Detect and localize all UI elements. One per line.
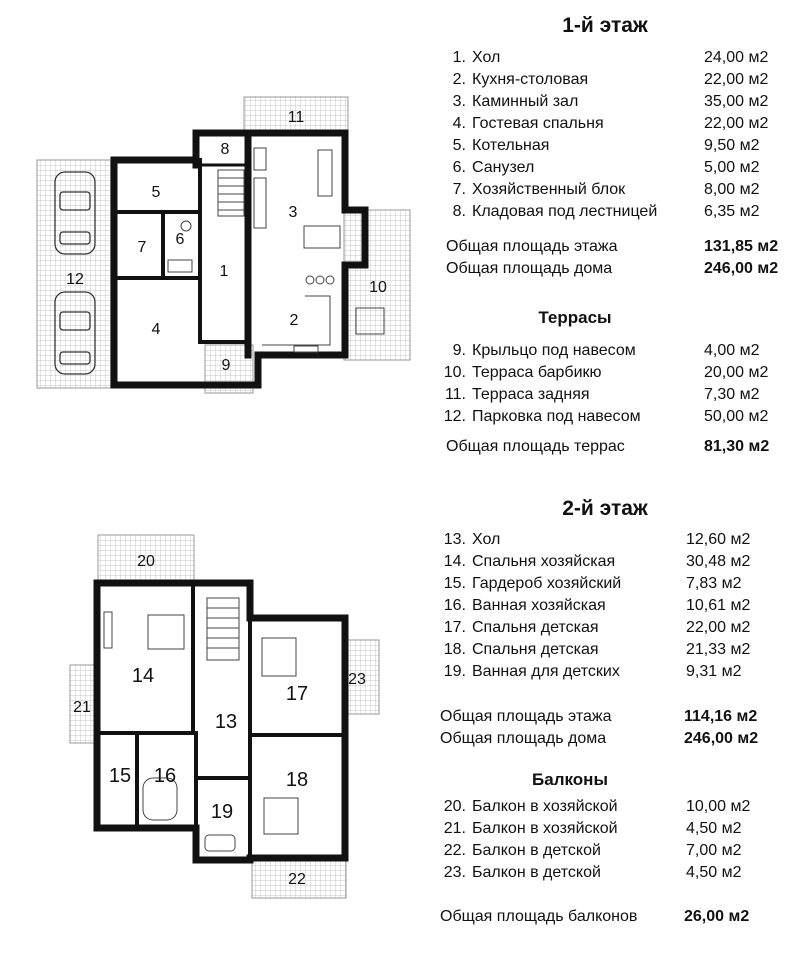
room-number: 19.: [443, 663, 466, 680]
plan-label-15: 15: [108, 765, 132, 787]
room-number: 14.: [443, 553, 466, 570]
room-name: Спальня детская: [472, 641, 599, 658]
room-area: 7,00 м2: [686, 842, 742, 859]
room-name: Ванная хозяйская: [472, 597, 606, 614]
floor2-total-row: [440, 706, 758, 728]
room-row: [0, 406, 806, 428]
plan-label-4: 4: [151, 321, 161, 338]
room-area: 4,50 м2: [686, 864, 742, 881]
plan-label-23: 23: [348, 671, 366, 688]
plan-label-21: 21: [73, 699, 91, 716]
terraces-title: Террасы: [538, 308, 612, 327]
room-number: 21.: [443, 820, 466, 837]
floor2-title: 2-й этаж: [562, 497, 648, 520]
room-name: Гостевая спальня: [472, 115, 604, 132]
floor1-house-value: 246,00 м2: [704, 260, 779, 277]
room-number: 9.: [452, 342, 466, 359]
balconies-total-label: Общая площадь балконов: [440, 908, 638, 925]
room-number: 20.: [443, 798, 466, 815]
room-name: Спальня детская: [472, 619, 599, 636]
room-row: [0, 340, 806, 362]
room-number: 23.: [443, 864, 466, 881]
room-number: 13.: [443, 531, 466, 548]
terraces-total-label: Общая площадь террас: [446, 438, 625, 455]
room-name: Терраса барбикю: [472, 364, 602, 381]
plan-label-8: 8: [220, 141, 230, 158]
floor2-house-row: [440, 728, 759, 750]
room-area: 10,61 м2: [686, 597, 751, 614]
room-row: [0, 201, 806, 223]
room-name: Ванная для детских: [472, 663, 620, 680]
room-name: Балкон в детской: [472, 864, 601, 881]
room-number: 11.: [444, 386, 466, 403]
terraces-total-row: [446, 436, 770, 458]
room-name: Терраса задняя: [472, 386, 590, 403]
plan-label-7: 7: [137, 239, 147, 256]
room-row: [0, 796, 806, 818]
room-name: Балкон в хозяйской: [472, 798, 618, 815]
room-area: 10,00 м2: [686, 798, 751, 815]
floor1-house-row: [446, 258, 779, 280]
plan-label-9: 9: [221, 357, 231, 374]
room-name: Хозяйственный блок: [472, 181, 626, 198]
floor1-title: 1-й этаж: [562, 14, 648, 37]
room-number: 16.: [443, 597, 466, 614]
room-area: 50,00 м2: [704, 408, 769, 425]
room-row: [0, 818, 806, 840]
room-area: 22,00 м2: [704, 115, 769, 132]
room-row: [0, 639, 806, 661]
floor1-total-row: [446, 236, 779, 258]
room-area: 4,00 м2: [704, 342, 760, 359]
room-name: Балкон в хозяйской: [472, 820, 618, 837]
room-number: 12.: [443, 408, 466, 425]
room-name: Балкон в детской: [472, 842, 601, 859]
plan-label-6: 6: [175, 231, 185, 248]
balconies-title: Балконы: [532, 770, 608, 789]
room-row: [0, 157, 806, 179]
room-row: [0, 91, 806, 113]
room-area: 30,48 м2: [686, 553, 751, 570]
room-name: Санузел: [472, 159, 535, 176]
room-row: [0, 529, 806, 551]
room-row: [0, 135, 806, 157]
plan-label-16: 16: [153, 765, 177, 787]
plan-label-18: 18: [285, 769, 309, 791]
room-row: [0, 840, 806, 862]
plan-label-1: 1: [219, 263, 229, 280]
room-number: 1.: [452, 49, 466, 66]
plan-label-14: 14: [131, 665, 155, 687]
room-area: 20,00 м2: [704, 364, 769, 381]
room-number: 17.: [443, 619, 466, 636]
room-area: 6,35 м2: [704, 203, 760, 220]
room-area: 35,00 м2: [704, 93, 769, 110]
room-name: Котельная: [472, 137, 550, 154]
room-area: 4,50 м2: [686, 820, 742, 837]
room-row: [0, 862, 806, 884]
room-row: [0, 384, 806, 406]
room-area: 21,33 м2: [686, 641, 751, 658]
room-number: 6.: [452, 159, 466, 176]
plan-label-2: 2: [289, 312, 299, 329]
room-area: 7,30 м2: [704, 386, 760, 403]
room-area: 12,60 м2: [686, 531, 751, 548]
room-name: Кухня-столовая: [472, 71, 589, 88]
room-row: [0, 617, 806, 639]
plan-label-10: 10: [369, 279, 387, 296]
room-name: Спальня хозяйская: [472, 553, 616, 570]
floor1-total-label: Общая площадь этажа: [446, 238, 618, 255]
plan-label-11: 11: [287, 109, 305, 126]
plan-label-17: 17: [285, 683, 309, 705]
room-area: 7,83 м2: [686, 575, 742, 592]
room-area: 9,50 м2: [704, 137, 760, 154]
room-area: 24,00 м2: [704, 49, 769, 66]
room-row: [0, 47, 806, 69]
room-name: Каминный зал: [472, 93, 579, 110]
room-number: 3.: [452, 93, 466, 110]
floor2-total-value: 114,16 м2: [684, 708, 758, 725]
balconies-total-row: [440, 906, 750, 928]
room-number: 15.: [443, 575, 466, 592]
room-row: [0, 661, 806, 683]
floor2-house-value: 246,00 м2: [684, 730, 759, 747]
room-number: 7.: [452, 181, 466, 198]
room-area: 22,00 м2: [704, 71, 769, 88]
room-name: Хол: [472, 531, 501, 548]
floor1-house-label: Общая площадь дома: [446, 260, 613, 277]
floor2-house-label: Общая площадь дома: [440, 730, 607, 747]
room-number: 2.: [452, 71, 466, 88]
room-number: 8.: [452, 203, 466, 220]
room-row: [0, 179, 806, 201]
room-name: Крыльцо под навесом: [472, 342, 636, 359]
room-name: Парковка под навесом: [472, 408, 641, 425]
room-area: 8,00 м2: [704, 181, 760, 198]
plan-label-22: 22: [288, 871, 306, 888]
room-row: [0, 551, 806, 573]
room-row: [0, 113, 806, 135]
plan-label-3: 3: [288, 204, 298, 221]
room-name: Кладовая под лестницей: [472, 203, 658, 220]
room-number: 10.: [443, 364, 466, 381]
room-name: Хол: [472, 49, 501, 66]
room-row: [0, 362, 806, 384]
room-row: [0, 573, 806, 595]
room-number: 4.: [452, 115, 466, 132]
room-number: 18.: [443, 641, 466, 658]
floor2-total-label: Общая площадь этажа: [440, 708, 612, 725]
room-name: Гардероб хозяйский: [472, 575, 622, 592]
room-area: 5,00 м2: [704, 159, 760, 176]
floor1-total-value: 131,85 м2: [704, 238, 779, 255]
room-area: 22,00 м2: [686, 619, 751, 636]
plan-label-13: 13: [214, 711, 238, 733]
room-number: 5.: [452, 137, 466, 154]
room-row: [0, 595, 806, 617]
room-row: [0, 69, 806, 91]
plan-label-5: 5: [151, 184, 161, 201]
plan-label-19: 19: [210, 801, 234, 823]
terraces-total-value: 81,30 м2: [704, 438, 770, 455]
plan-label-20: 20: [137, 553, 155, 570]
plan-label-12: 12: [66, 271, 84, 288]
balconies-total-value: 26,00 м2: [684, 908, 750, 925]
room-number: 22.: [443, 842, 466, 859]
room-area: 9,31 м2: [686, 663, 742, 680]
